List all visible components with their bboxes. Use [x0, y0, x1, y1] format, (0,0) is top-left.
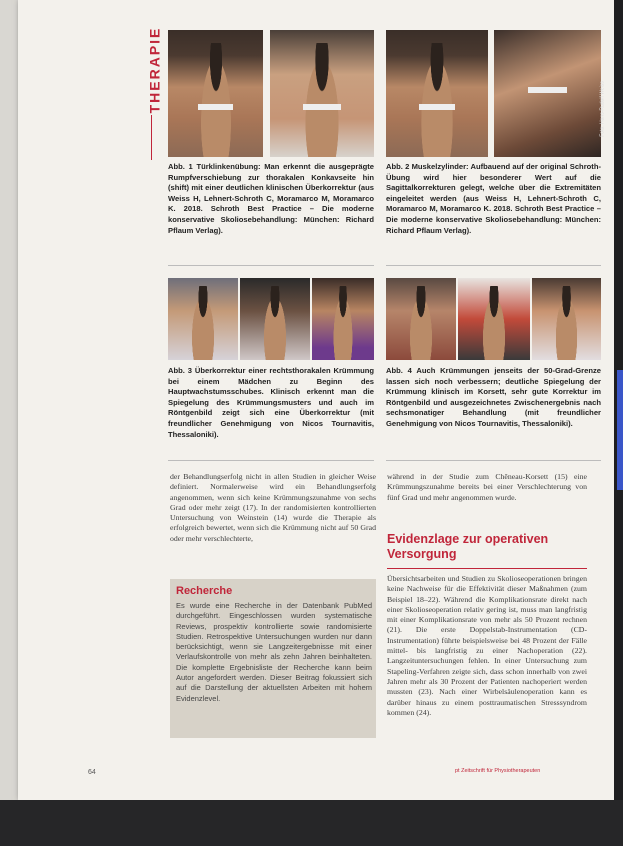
- research-box: [170, 579, 376, 738]
- divider: [386, 460, 601, 461]
- divider: [386, 265, 601, 266]
- journal-footer: pt Zeitschrift für Physiotherapeuten: [455, 768, 541, 774]
- figure-4a-photo: [386, 278, 456, 360]
- next-page-edge: [617, 370, 623, 490]
- page-number: 64: [88, 769, 96, 776]
- scan-background: [0, 800, 623, 846]
- research-box-text: Es wurde eine Recherche in der Datenbank PubMed durchgeführt. Eingeschlossen wurden systematische Reviews, prospektiv kontrollierte sowie randomisierte Studien. Retrospektive Untersuchungen wurden nur dann berücksichtigt, wenn sie Langzeitergebnisse mit einer Verlaufskontrolle von mehr als zehn Jahren beinhalteten. Die komplette Ergebnisliste der Recherche kann beim Autor angefordert werden. Dieser Beitrag fokussiert sich auf die Darstellung der aktuellsten Arbeiten mit hohem Evidenzlevel.: [176, 601, 372, 703]
- figure-1a-photo: [168, 30, 263, 157]
- section-title-rule: [151, 115, 152, 160]
- section-heading: Evidenzlage zur operativen Versorgung: [387, 532, 549, 561]
- figure-1b-photo: [270, 30, 374, 157]
- figure-3-caption: Abb. 3 Überkorrektur einer rechtsthorakalen Krümmung bei einem Mädchen zu Beginn des Hauptwachstumsschubes. Klinisch erkennt man die Spiegelung des Krümmungsmusters und auch im Röntgenbild zeigt sich eine Überkorrektur (mit freundlicher Genehmigung von Nicos Tournavitis, Thessaloniki).: [168, 366, 374, 439]
- figure-2-caption: Abb. 2 Muskelzylinder: Aufbauend auf der original Schroth-Übung wird hier besonderer Wert auf die Sagittalkorrekturen gelegt, welche über die Extremitäten eingeleitet werden (aus Weiss H, Lehnert-Schroth C, Moramarco M, Moramarco K. 2018. Schroth Best Practice – Die moderne konservative Skoliosebehandlung: München: Richard Pflaum Verlag).: [386, 162, 601, 235]
- divider: [168, 265, 374, 266]
- body-text-right: während in der Studie zum Chêneau-Korsett (15) eine Krümmungszunahme bereits bei einer Verschlechterung von fünf Grad und mehr angenommen wurde.: [387, 472, 587, 502]
- section-title: THERAPIE: [146, 26, 163, 114]
- research-box-title: Recherche: [176, 585, 233, 597]
- body-text-right-2: Übersichtsarbeiten und Studien zu Skolioseoperationen bringen keine Nachweise für die Effektivität dieser Maßnahmen (zum Beispiel 18–22). Während die Komplikationsrate direkt nach einer Skolioseoperation relativ gering ist, muss man langfristig mit einer Komplikationsrate von mehr als 50 Prozent rechnen (21). Die erste Doppelstab-Instrumentation (CD-Instrumentation) führte beispielsweise bei 48 Prozent der Fälle mittel- bis langfristig zu einer Nachoperation (22). Langzeituntersuchungen fehlen. In einer Untersuchung zum Stapeling-Verfahren zeigte sich, dass schon innerhalb von zwei Jahren mehr als 30 Prozent der Patienten nachoperiert werden mussten (23). Nach einer Wirbelsäulenoperation kann es darüber hinaus zu einem posttraumatischen Stresssyndrom kommen (24).: [387, 574, 587, 717]
- heading-rule: [387, 568, 587, 569]
- body-text-left: der Behandlungserfolg nicht in allen Studien in gleicher Weise definiert. Normalerweise wird ein Behandlungserfolg angenommen, wenn sich keine Krümmungszunahme von sechs Grad oder mehr zeigt (17). In der randomisierten kontrollierten Untersuchung von Weinstein (14) wurde die Therapie als erfolgreich bewertet, wenn sich die Krümmung nicht auf 50 Grad oder mehr verschlechterte,: [170, 472, 376, 543]
- figure-4-caption: Abb. 4 Auch Krümmungen jenseits der 50-Grad-Grenze lassen sich noch verbessern; deutliche Spiegelung der Krümmung klinisch im Korsett, sehr gute Korrektur im Röntgenbild und ausgezeichnetes Zwischenergebnis nach sechsmonatiger Behandlung (mit freundlicher Genehmigung von Nicos Tournavitis, Thessaloniki).: [386, 366, 601, 428]
- divider: [168, 460, 374, 461]
- figure-3a-photo: [168, 278, 238, 360]
- figure-4b-photo: [458, 278, 530, 360]
- figure-3b-photo: [240, 278, 310, 360]
- photo-credit: Foto: Hans-Rudolf Weiss: [599, 81, 606, 137]
- figure-2a-photo: [386, 30, 488, 157]
- figure-4c-photo: [532, 278, 601, 360]
- figure-1-caption: Abb. 1 Türklinkenübung: Man erkennt die ausgeprägte Rumpfverschiebung zur thorakalen Konkavseite hin (shift) mit einer deutlichen klinischen Überkorrektur (aus Weiss H, Lehnert-Schroth C, Moramarco M, Moramarco K. 2018. Schroth Best Practice – Die moderne konservative Skoliosebehandlung: München: Richard Pflaum Verlag).: [168, 162, 374, 235]
- page-spine: [0, 0, 18, 846]
- figure-3c-photo: [312, 278, 374, 360]
